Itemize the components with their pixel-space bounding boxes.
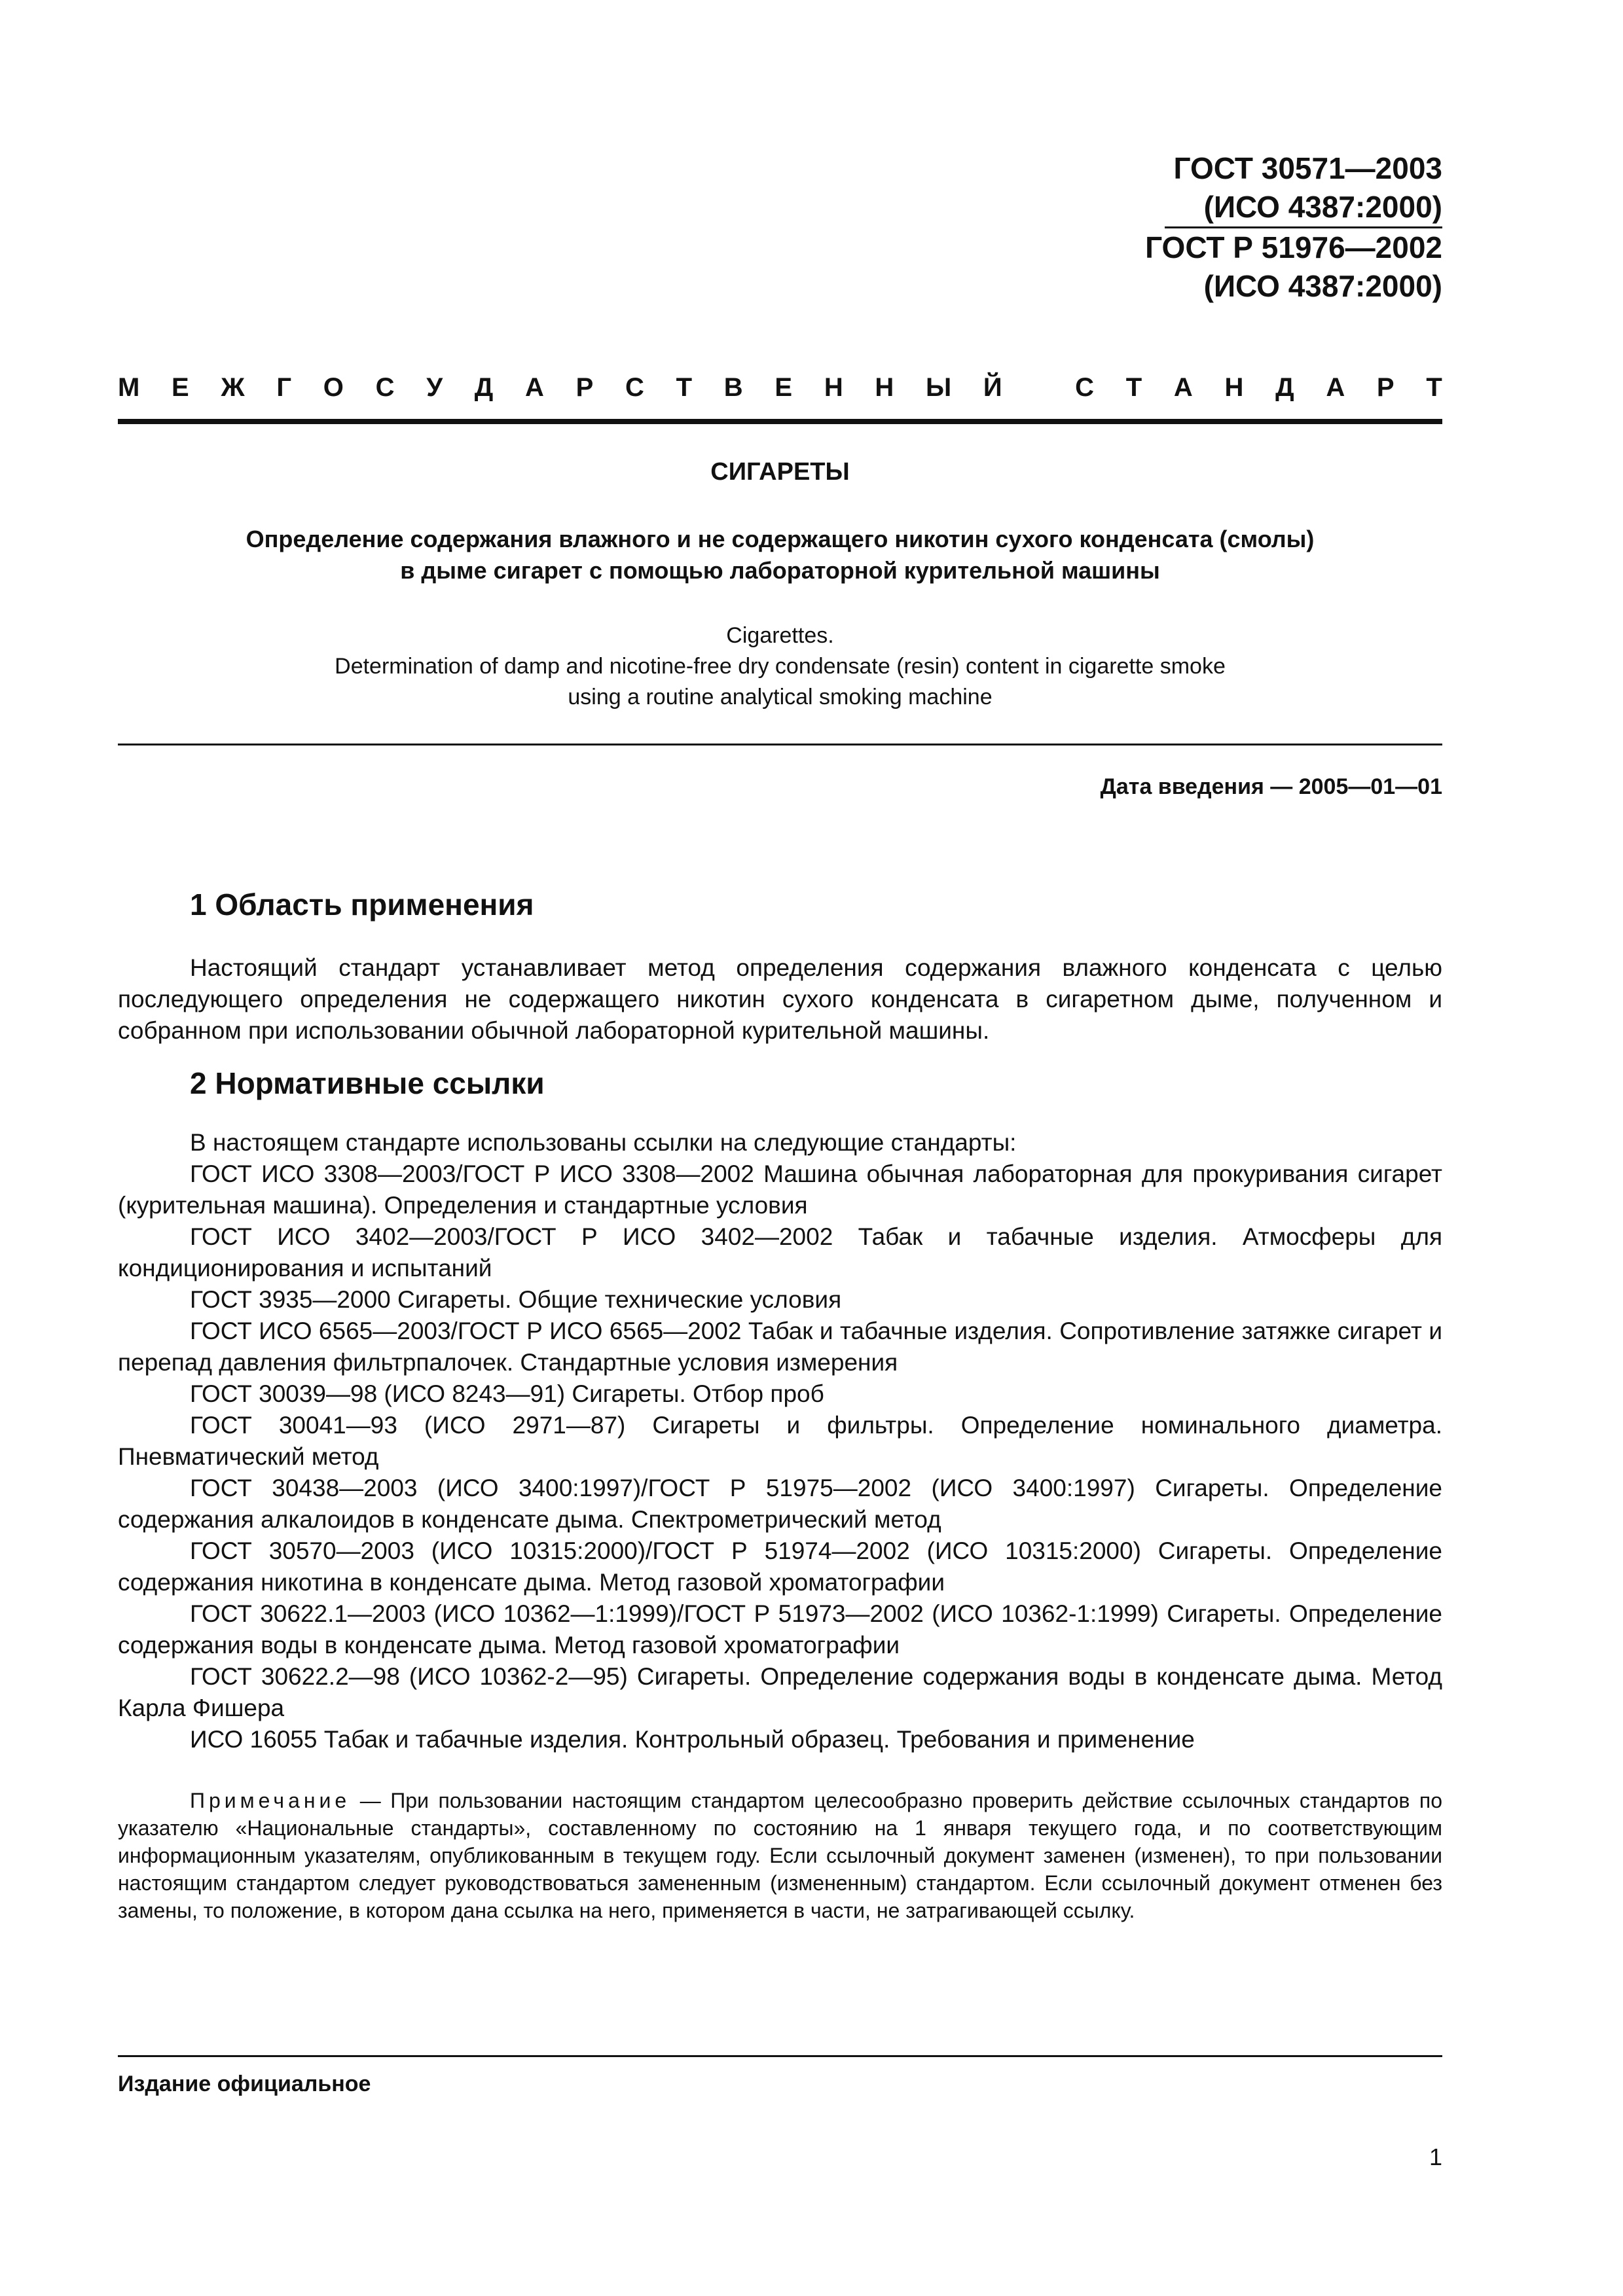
banner-letter: Р — [575, 373, 594, 402]
banner-letter: О — [323, 373, 344, 402]
section-2-intro: В настоящем стандарте использованы ссылки на следующие стандарты: — [190, 1129, 1017, 1156]
reference-item: ГОСТ 30570—2003 (ИСО 10315:2000)/ГОСТ Р 51974—2002 (ИСО 10315:2000) Сигареты. Определение содержания никотина в конденсате дыма. Метод газовой хроматографии — [118, 1537, 1442, 1596]
banner-letter: Д — [474, 373, 494, 402]
banner-letter: Н — [1224, 373, 1244, 402]
banner-letter: Т — [1125, 373, 1142, 402]
section-1-paragraph: Настоящий стандарт устанавливает метод определения содержания влажного конденсата с целью последующего определения не содержащего никотин сухого конденсата в сигаретном дыме, полученном и собранном при использовании обычной лабораторной курительной машины. — [118, 954, 1442, 1044]
banner-letter: Е — [775, 373, 793, 402]
banner-letter: М — [118, 373, 140, 402]
reference-item: ГОСТ 30039—98 (ИСО 8243—91) Сигареты. Отбор проб — [190, 1380, 824, 1407]
banner-letter: У — [426, 373, 443, 402]
banner-letter: Й — [983, 373, 1002, 402]
standard-codes — [1145, 149, 1442, 306]
banner-letter: А — [1173, 373, 1193, 402]
note-label: Примечание — [190, 1789, 351, 1812]
document-subtitle — [118, 524, 1442, 586]
section-2-body — [118, 1127, 1442, 1755]
banner-letter: А — [1326, 373, 1345, 402]
document-page — [118, 0, 1442, 2296]
code-gost: ГОСТ 30571—2003 — [1173, 151, 1442, 185]
banner-letter: С — [1075, 373, 1094, 402]
banner-letter: Н — [824, 373, 843, 402]
reference-item: ГОСТ ИСО 3308—2003/ГОСТ Р ИСО 3308—2002 Машина обычная лабораторная для прокуривания сигарет (курительная машина). Определения и стандартные условия — [118, 1160, 1442, 1219]
banner-letter: Г — [276, 373, 292, 402]
subtitle-line: Определение содержания влажного и не содержащего никотин сухого конденсата (смолы) — [246, 526, 1315, 552]
english-title-line: Cigarettes. — [726, 623, 834, 648]
note-block — [118, 1787, 1442, 1924]
reference-item: ГОСТ 3935—2000 Сигареты. Общие технические условия — [190, 1286, 842, 1313]
code-gost-r: ГОСТ Р 51976—2002 — [1145, 230, 1442, 264]
section-1-body — [118, 952, 1442, 1047]
reference-item: ИСО 16055 Табак и табачные изделия. Контрольный образец. Требования и применение — [190, 1726, 1195, 1753]
banner-letter: Т — [676, 373, 693, 402]
note-paragraph — [118, 1787, 1442, 1924]
reference-item: ГОСТ 30438—2003 (ИСО 3400:1997)/ГОСТ Р 51975—2002 (ИСО 3400:1997) Сигареты. Определение содержания алкалоидов в конденсате дыма. Спектрометрический метод — [118, 1475, 1442, 1533]
page-number: 1 — [1429, 2144, 1442, 2170]
reference-item: ГОСТ 30041—93 (ИСО 2971—87) Сигареты и фильтры. Определение номинального диаметра. Пневматический метод — [118, 1412, 1442, 1470]
code-iso-1: (ИСО 4387:2000) — [1165, 188, 1442, 228]
subtitle-line: в дыме сигарет с помощью лабораторной курительной машины — [400, 557, 1160, 584]
english-title-line: Determination of damp and nicotine-free dry condensate (resin) content in cigarette smoke — [335, 654, 1226, 679]
banner-letter: С — [625, 373, 644, 402]
reference-item: ГОСТ ИСО 6565—2003/ГОСТ Р ИСО 6565—2002 Табак и табачные изделия. Сопротивление затяжке сигарет и перепад давления фильтрпалочек. Стандартные условия измерения — [118, 1318, 1442, 1376]
section-2-heading: 2 Нормативные ссылки — [190, 1066, 545, 1100]
reference-item: ГОСТ ИСО 3402—2003/ГОСТ Р ИСО 3402—2002 Табак и табачные изделия. Атмосферы для кондиционирования и испытаний — [118, 1223, 1442, 1282]
reference-item: ГОСТ 30622.1—2003 (ИСО 10362—1:1999)/ГОСТ Р 51973—2002 (ИСО 10362-1:1999) Сигареты. Определение содержания воды в конденсате дыма. Метод газовой хроматографии — [118, 1600, 1442, 1659]
code-iso-2: (ИСО 4387:2000) — [1203, 269, 1442, 303]
reference-item: ГОСТ 30622.2—98 (ИСО 10362-2—95) Сигареты. Определение содержания воды в конденсате дыма. Метод Карла Фишера — [118, 1663, 1442, 1721]
english-title — [118, 620, 1442, 713]
introduction-date: Дата введения — 2005—01—01 — [1100, 774, 1442, 799]
banner-letter: В — [723, 373, 743, 402]
note-text: — При пользовании настоящим стандартом целесообразно проверить действие ссылочных стандартов по указателю «Национальные стандарты», составленному по состоянию на 1 января текущего года, и по соответствующим информационным указателям, опубликованным в текущем году. Если ссылочный документ заменен (изменен), то при пользовании настоящим стандартом следует руководствоваться замененным (измененным) стандартом. Если ссылочный документ отменен без замены, то положение, в котором дана ссылка на него, применяется в части, не затрагивающей ссылку. — [118, 1789, 1442, 1922]
banner-letter: С — [375, 373, 395, 402]
section-1-heading: 1 Область применения — [190, 888, 534, 922]
banner-letter: А — [525, 373, 544, 402]
banner-letter: Р — [1376, 373, 1395, 402]
banner-letter: Н — [875, 373, 894, 402]
banner-gap — [1034, 373, 1043, 403]
banner-letter: Е — [172, 373, 189, 402]
banner-letter: Т — [1426, 373, 1442, 402]
official-edition-label: Издание официальное — [118, 2072, 371, 2096]
banner-letter: Ы — [926, 373, 952, 402]
english-title-line: using a routine analytical smoking machine — [568, 685, 993, 709]
thick-divider — [118, 419, 1442, 424]
document-title: СИГАРЕТЫ — [710, 458, 850, 486]
interstate-standard-banner — [118, 373, 1442, 403]
title-divider — [118, 744, 1442, 745]
banner-letter: Ж — [221, 373, 245, 402]
footer-divider — [118, 2055, 1442, 2057]
banner-letter: Д — [1275, 373, 1294, 402]
